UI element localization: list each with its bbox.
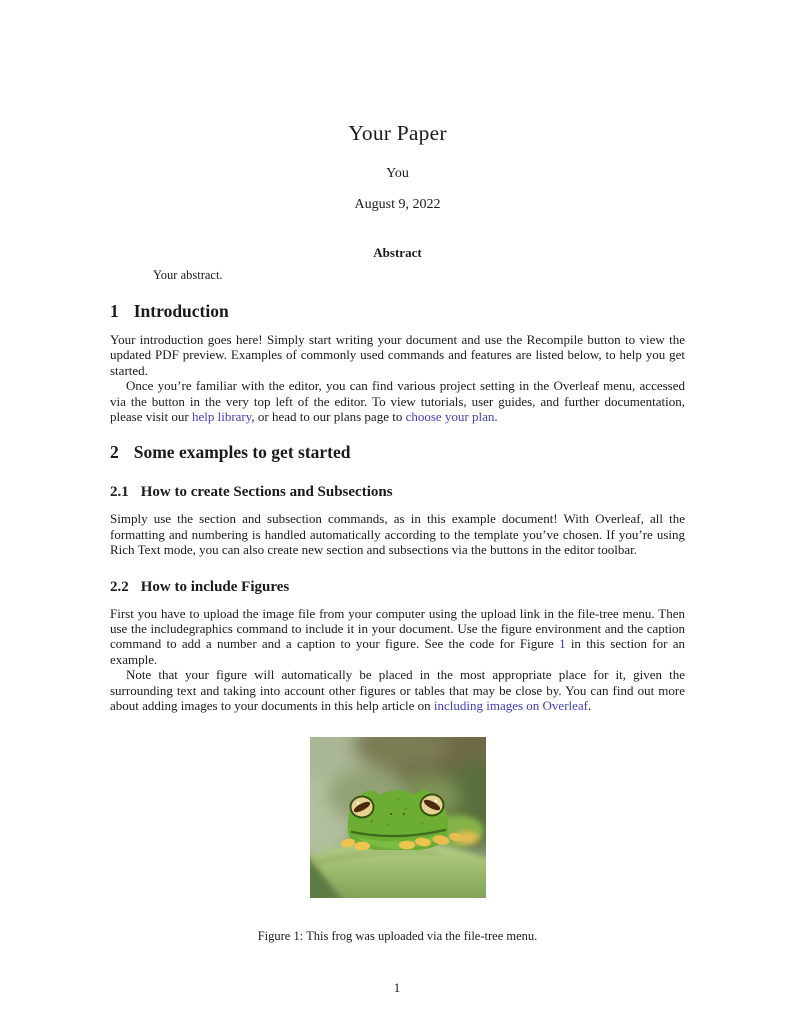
section-number: 2 bbox=[110, 442, 119, 463]
abstract-body: Your abstract. bbox=[153, 268, 223, 282]
paragraph bbox=[110, 378, 685, 424]
subsection-title: How to include Figures bbox=[140, 578, 290, 595]
text-link[interactable]: choose your plan bbox=[405, 409, 495, 425]
text-run: , or head to our plans page to bbox=[251, 409, 406, 425]
figure-1 bbox=[110, 737, 685, 944]
section-title: Introduction bbox=[133, 301, 229, 321]
paper-date: August 9, 2022 bbox=[354, 197, 441, 212]
text-run: Note that your figure will automatically be placed in the most appropriate place for it, given the surrounding text and taking into account other figures or tables that may be close by. You can find out more about adding images to your documents in this help article on bbox=[110, 667, 685, 714]
section-heading-introduction bbox=[110, 301, 685, 322]
subsection-number: 2.1 bbox=[110, 484, 129, 501]
section-heading-examples bbox=[110, 442, 685, 463]
text-run: Once you’re familiar with the editor, you can find various project setting in the Overleaf menu, accessed via the button in the very top left of the editor. To view tutorials, user guides, and further documentation, please visit our bbox=[110, 378, 685, 425]
paragraph bbox=[110, 667, 685, 713]
abstract-heading: Abstract bbox=[373, 245, 422, 260]
text-run: . bbox=[588, 698, 592, 714]
page-number: 1 bbox=[393, 980, 401, 995]
text-run: in this section for an example. bbox=[110, 636, 685, 667]
text-link[interactable]: including images on Overleaf bbox=[433, 698, 589, 714]
paragraph bbox=[110, 332, 685, 378]
section-title: Some examples to get started bbox=[133, 442, 351, 463]
text-link[interactable]: 1 bbox=[559, 636, 566, 652]
subsection-heading-figures bbox=[110, 578, 685, 596]
paper-author: You bbox=[386, 166, 409, 181]
text-run: Simply use the section and subsection commands, as in this example document! With Overleaf, all the formatting and numbering is handled automatically according to the template you’ve chosen. If you’re using Rich Text mode, you can also create new section and subsections via the buttons in the editor toolbar. bbox=[110, 511, 685, 558]
text-run: . bbox=[494, 409, 498, 425]
subsection-heading-sections bbox=[110, 483, 685, 501]
paragraph bbox=[110, 606, 685, 668]
text-run: First you have to upload the image file from your computer using the upload link in the file-tree menu. Then use the includegraphics command to include it in your document. Use the figure environment and the caption command to add a number and a caption to your figure. See the code for Figure bbox=[110, 605, 685, 652]
text-run: Your introduction goes here! Simply start writing your document and use the Recompile button to view the updated PDF preview. Examples of commonly used commands and features are listed below, to help you get started. bbox=[110, 332, 685, 378]
subsection-number: 2.2 bbox=[110, 578, 129, 595]
text-link[interactable]: help library bbox=[191, 409, 252, 425]
section-number: 1 bbox=[110, 301, 119, 321]
figure-caption: Figure 1: This frog was uploaded via the file-tree menu. bbox=[257, 928, 538, 943]
subsection-title: How to create Sections and Subsections bbox=[140, 484, 393, 501]
paper-title: Your Paper bbox=[348, 121, 447, 145]
frog-photo bbox=[310, 737, 486, 898]
paragraph bbox=[110, 511, 685, 557]
